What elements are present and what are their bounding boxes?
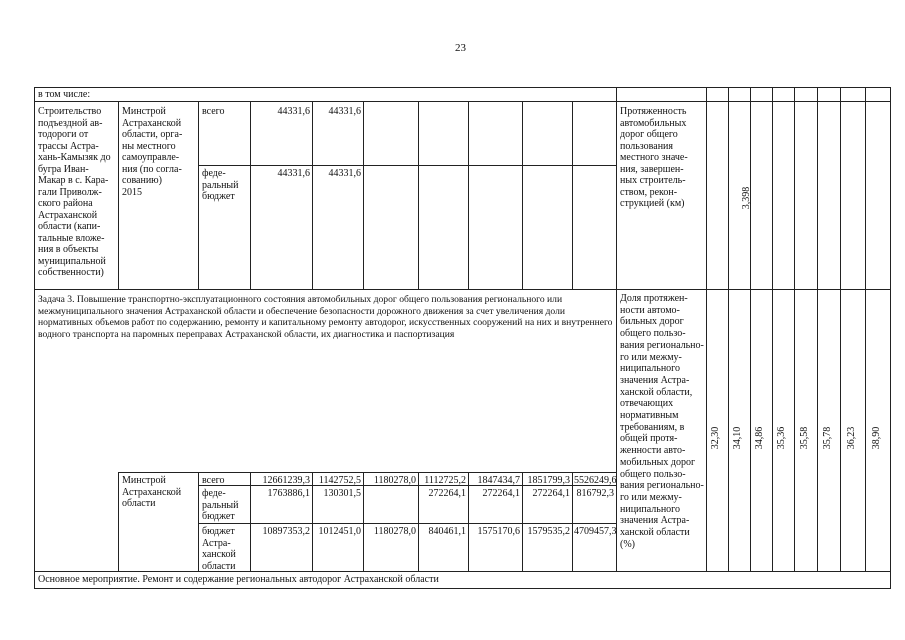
task3-source-line: бюджет xyxy=(202,526,235,537)
item1-source-line: бюджет xyxy=(202,191,235,202)
task3-source-line: Астра- xyxy=(202,537,231,549)
task3-source xyxy=(202,488,239,523)
item1-executor-line: Астраханской xyxy=(122,117,182,129)
task3-value: 1847434,7 xyxy=(477,475,520,486)
task3-executor-line: Астраханской xyxy=(122,486,182,498)
item1-executor-line: самоуправле- xyxy=(122,152,180,163)
task3-indicator-line: ханской области xyxy=(620,527,690,539)
task3-value: 1180278,0 xyxy=(373,475,416,486)
item1-indicator-line: струкцией (км) xyxy=(620,198,685,209)
item1-indicator-line: Протяженность xyxy=(620,106,687,117)
item1-executor-line: ны местного xyxy=(122,140,176,152)
task3-executor xyxy=(122,475,181,510)
item1-name-line: ского района xyxy=(38,198,93,209)
task3-indicator-line: ниципального xyxy=(620,503,681,515)
task3-source-line: ральный xyxy=(202,499,239,511)
item1-name-line: Строительство xyxy=(38,106,102,117)
task3-indicator-line: бильных дорог xyxy=(620,316,684,328)
page-number: 23 xyxy=(455,42,466,54)
item1-source-total: всего xyxy=(202,106,225,117)
task3-indicator-value: 34,86 xyxy=(754,426,765,450)
task3-indicator-line: (%) xyxy=(620,538,635,550)
task3-indicator-line: ниципального xyxy=(620,363,681,375)
task3-indicator-line: общего пользо- xyxy=(620,468,686,480)
item1-indicator-line: пользования xyxy=(620,140,673,152)
task3-value: 1012451,0 xyxy=(318,526,361,537)
item1-name xyxy=(38,106,118,279)
task3-indicator-line: мобильных дорог xyxy=(620,456,696,468)
item1-executor-line: области, орга- xyxy=(122,129,183,140)
task3-indicator-line: отвечающих xyxy=(620,398,674,410)
item1-source-line: феде- xyxy=(202,168,226,179)
item1-indicator xyxy=(620,106,688,210)
item1-name-line: Макар в с. Кара- xyxy=(38,175,109,186)
task3-indicator-line: го или межму- xyxy=(620,491,682,503)
item1-value: 44331,6 xyxy=(277,168,310,179)
task3-indicator-line: общего пользо- xyxy=(620,328,686,340)
task3-value: 4709457,3 xyxy=(574,526,617,537)
item1-name-line: трассы Астра- xyxy=(38,140,99,152)
task3-indicator-line: вания регионально- xyxy=(620,339,704,351)
item1-executor-line: сованию) xyxy=(122,175,162,186)
task3-indicator-line: вания регионально- xyxy=(620,480,704,492)
task3-indicator-value: 38,90 xyxy=(871,426,882,450)
task3-value: 840461,1 xyxy=(428,526,466,537)
task3-indicator-value: 35,78 xyxy=(822,426,833,450)
task3-value: 272264,1 xyxy=(428,488,466,499)
task3-value: 1142752,5 xyxy=(318,475,361,486)
item1-executor xyxy=(122,106,182,198)
task3-value: 10897353,2 xyxy=(262,526,310,537)
item1-executor-line: ния (по согла- xyxy=(122,163,182,175)
task3-value: 1112725,2 xyxy=(424,475,466,486)
item1-indicator-line: ством, рекон- xyxy=(620,186,678,198)
task3-value: 12661239,3 xyxy=(262,475,310,486)
item1-name-line: гали Приволж- xyxy=(38,186,102,198)
task3-indicator-value: 32,30 xyxy=(710,426,721,450)
item1-name-line: тальные вложе- xyxy=(38,232,105,244)
task3-value: 272264,1 xyxy=(532,488,570,499)
item1-executor-line: Минстрой xyxy=(122,106,166,117)
item1-indicator-line: автомобильных xyxy=(620,117,687,129)
task3-indicator-line: требованиям, в xyxy=(620,421,685,433)
item1-indicator-value: 3,398 xyxy=(741,186,752,210)
task3-indicator-line: нормативным xyxy=(620,410,679,422)
task3-indicator-line: го или межму- xyxy=(620,351,682,363)
item1-name-line: Астраханской xyxy=(38,209,98,221)
item1-value: 44331,6 xyxy=(277,106,310,117)
task3-indicator-line: значения Астра- xyxy=(620,374,690,386)
item1-value: 44331,6 xyxy=(328,106,361,117)
task3-source-line: феде- xyxy=(202,488,226,499)
task3-value: 5526249,6 xyxy=(574,475,617,486)
item1-name-line: хань-Камызяк до xyxy=(38,152,111,163)
item1-name-line: бугра Иван- xyxy=(38,163,89,175)
task3-source: всего xyxy=(202,475,225,486)
item1-source-federal xyxy=(202,168,239,203)
task3-indicator-line: женности авто- xyxy=(620,445,686,457)
in-that-number-label: в том числе: xyxy=(38,89,91,100)
task3-value: 1763886,1 xyxy=(267,488,310,499)
task3-indicator-value: 35,58 xyxy=(799,426,810,450)
task3-value: 816792,3 xyxy=(576,488,614,499)
task3-source-line: ханской xyxy=(202,549,236,560)
main-event-row: Основное мероприятие. Ремонт и содержание региональных автодорог Астраханской области xyxy=(38,574,439,585)
task3-indicator-value: 36,23 xyxy=(846,426,857,450)
task3-value: 1579535,2 xyxy=(527,526,570,537)
task3-indicator-line: значения Астра- xyxy=(620,515,690,527)
task3-value: 130301,5 xyxy=(323,488,361,499)
task3-indicator-line: ности автомо- xyxy=(620,304,680,316)
task3-source-line: области xyxy=(202,560,236,572)
item1-indicator-line: ния, завершен- xyxy=(620,163,684,175)
item1-executor-line: 2015 xyxy=(122,186,142,198)
task3-value: 1180278,0 xyxy=(373,526,416,537)
task3-indicator-line: ханской области, xyxy=(620,386,693,398)
task3-indicator-line: Доля протяжен- xyxy=(620,293,688,304)
task3-indicator-value: 35,36 xyxy=(776,426,787,450)
task3-indicator xyxy=(620,293,704,550)
item1-name-line: подъездной ав- xyxy=(38,117,103,129)
item1-indicator-line: ных строитель- xyxy=(620,175,686,186)
task3-executor-line: области xyxy=(122,498,156,509)
task3-indicator-value: 34,10 xyxy=(732,426,743,450)
item1-value: 44331,6 xyxy=(328,168,361,179)
task3-value: 272264,1 xyxy=(482,488,520,499)
item1-name-line: муниципальной xyxy=(38,255,106,267)
item1-name-line: тодороги от xyxy=(38,129,89,140)
task3-source-line: бюджет xyxy=(202,511,235,522)
task3-source xyxy=(202,526,236,572)
task3-indicator-line: общей протя- xyxy=(620,433,678,445)
item1-name-line: области (капи- xyxy=(38,221,101,232)
task3-text: Задача 3. Повышение транспортно-эксплуатационного состояния автомобильных дорог общего пользования регионального или межмуниципального значения Астраханской области и обеспечение безопасности дорожного движения за счет увеличения доли нормативных объемов работ по содержанию, ремонту и капитальному ремонту автодорог, искусственных сооружений на них и внутреннего водного транспорта на паромных переправах Астраханской области, их диагностика и паспортизация xyxy=(38,294,613,340)
item1-source-line: ральный xyxy=(202,179,239,191)
task3-executor-line: Минстрой xyxy=(122,475,166,486)
task3-value: 1575170,6 xyxy=(477,526,520,537)
item1-name-line: ния в объекты xyxy=(38,244,99,255)
task3-value: 1851799,3 xyxy=(527,475,570,486)
item1-indicator-line: местного значе- xyxy=(620,152,688,163)
item1-indicator-line: дорог общего xyxy=(620,129,678,140)
item1-name-line: собственности) xyxy=(38,267,104,278)
